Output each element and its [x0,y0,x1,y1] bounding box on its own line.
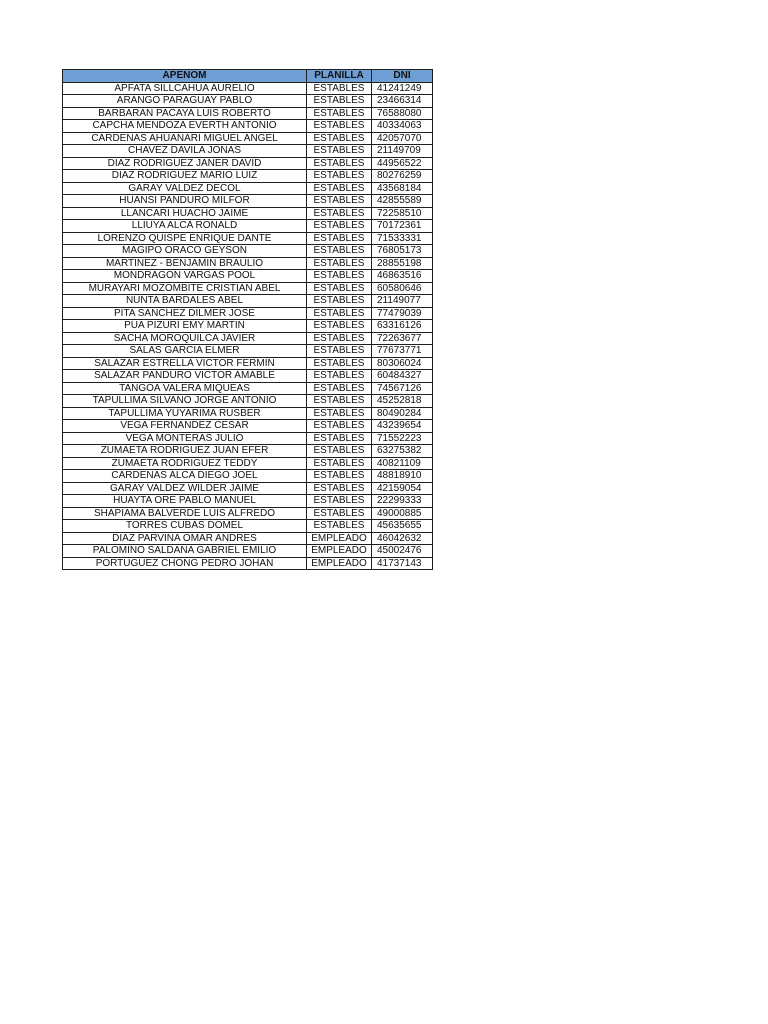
cell-apenom: SALAZAR PANDURO VICTOR AMABLE [63,370,307,383]
cell-dni: 45252818 [372,395,433,408]
table-row [63,520,433,533]
cell-dni: 42057070 [372,132,433,145]
cell-dni: 71552223 [372,432,433,445]
table-row [63,532,433,545]
cell-dni: 28855198 [372,257,433,270]
cell-dni: 49000885 [372,507,433,520]
table-row [63,445,433,458]
table-row [63,382,433,395]
table-row [63,170,433,183]
cell-planilla: ESTABLES [307,270,372,283]
cell-planilla: ESTABLES [307,232,372,245]
cell-planilla: ESTABLES [307,82,372,95]
cell-apenom: LLANCARI HUACHO JAIME [63,207,307,220]
cell-dni: 46863516 [372,270,433,283]
cell-apenom: MARTINEZ - BENJAMIN BRAULIO [63,257,307,270]
cell-apenom: CARDENAS AHUANARI MIGUEL ANGEL [63,132,307,145]
table-row [63,457,433,470]
cell-planilla: EMPLEADO [307,532,372,545]
cell-apenom: ZUMAETA RODRIGUEZ TEDDY [63,457,307,470]
table-row [63,370,433,383]
table-row [63,557,433,570]
cell-apenom: SHAPIAMA BALVERDE LUIS ALFREDO [63,507,307,520]
cell-apenom: ZUMAETA RODRIGUEZ JUAN EFER [63,445,307,458]
table-row [63,207,433,220]
cell-dni: 80490284 [372,407,433,420]
cell-apenom: HUAYTA ORE PABLO MANUEL [63,495,307,508]
table-row [63,232,433,245]
table-row [63,182,433,195]
cell-dni: 72258510 [372,207,433,220]
cell-planilla: ESTABLES [307,145,372,158]
table-row [63,495,433,508]
cell-planilla: ESTABLES [307,345,372,358]
table-row [63,95,433,108]
table-row [63,420,433,433]
table-row [63,157,433,170]
cell-apenom: LLIUYA ALCA RONALD [63,220,307,233]
table-row [63,432,433,445]
table-row [63,295,433,308]
cell-planilla: ESTABLES [307,432,372,445]
table-row [63,320,433,333]
table-row [63,257,433,270]
cell-dni: 63275382 [372,445,433,458]
table-row [63,132,433,145]
cell-apenom: SALAZAR ESTRELLA VICTOR FERMIN [63,357,307,370]
table-row [63,545,433,558]
cell-dni: 60484327 [372,370,433,383]
header-planilla: PLANILLA [307,70,372,83]
cell-planilla: EMPLEADO [307,557,372,570]
table-row [63,107,433,120]
cell-planilla: ESTABLES [307,457,372,470]
cell-planilla: ESTABLES [307,182,372,195]
cell-apenom: PITA SANCHEZ DILMER JOSE [63,307,307,320]
table-row [63,482,433,495]
cell-planilla: ESTABLES [307,320,372,333]
employee-table [62,69,433,570]
table-row [63,395,433,408]
table-row [63,407,433,420]
cell-dni: 46042632 [372,532,433,545]
table-row [63,507,433,520]
cell-planilla: ESTABLES [307,482,372,495]
cell-dni: 40821109 [372,457,433,470]
cell-apenom: DIAZ RODRIGUEZ JANER DAVID [63,157,307,170]
cell-apenom: LORENZO QUISPE ENRIQUE DANTE [63,232,307,245]
cell-apenom: TANGOA VALERA MIQUEAS [63,382,307,395]
cell-apenom: VEGA FERNANDEZ CESAR [63,420,307,433]
cell-dni: 42855589 [372,195,433,208]
cell-planilla: ESTABLES [307,470,372,483]
cell-planilla: ESTABLES [307,407,372,420]
table-row [63,145,433,158]
cell-planilla: ESTABLES [307,520,372,533]
cell-planilla: ESTABLES [307,157,372,170]
cell-planilla: ESTABLES [307,420,372,433]
cell-planilla: ESTABLES [307,295,372,308]
cell-dni: 80276259 [372,170,433,183]
cell-planilla: ESTABLES [307,207,372,220]
cell-dni: 42159054 [372,482,433,495]
table-row [63,82,433,95]
cell-dni: 40334063 [372,120,433,133]
cell-dni: 77673771 [372,345,433,358]
cell-planilla: ESTABLES [307,332,372,345]
cell-apenom: APFATA SILLCAHUA AURELIO [63,82,307,95]
cell-dni: 44956522 [372,157,433,170]
table-row [63,332,433,345]
cell-planilla: ESTABLES [307,495,372,508]
cell-planilla: ESTABLES [307,370,372,383]
table-body [63,82,433,570]
table-row [63,245,433,258]
cell-apenom: MONDRAGON VARGAS POOL [63,270,307,283]
cell-apenom: GARAY VALDEZ DECOL [63,182,307,195]
cell-apenom: TAPULLIMA YUYARIMA RUSBER [63,407,307,420]
cell-apenom: SALAS GARCIA ELMER [63,345,307,358]
cell-apenom: ARANGO PARAGUAY PABLO [63,95,307,108]
cell-planilla: ESTABLES [307,445,372,458]
cell-planilla: ESTABLES [307,382,372,395]
cell-apenom: MURAYARI MOZOMBITE CRISTIAN ABEL [63,282,307,295]
header-dni: DNI [372,70,433,83]
cell-dni: 80306024 [372,357,433,370]
cell-apenom: GARAY VALDEZ WILDER JAIME [63,482,307,495]
header-apenom: APENOM [63,70,307,83]
cell-dni: 21149077 [372,295,433,308]
cell-apenom: PORTUGUEZ CHONG PEDRO JOHAN [63,557,307,570]
cell-apenom: VEGA MONTERAS JULIO [63,432,307,445]
table-row [63,282,433,295]
cell-planilla: ESTABLES [307,257,372,270]
cell-dni: 76805173 [372,245,433,258]
cell-dni: 76588080 [372,107,433,120]
cell-planilla: ESTABLES [307,120,372,133]
cell-apenom: TORRES CUBAS DOMEL [63,520,307,533]
cell-apenom: SACHA MOROQUILCA JAVIER [63,332,307,345]
cell-planilla: ESTABLES [307,95,372,108]
cell-dni: 45635655 [372,520,433,533]
cell-dni: 22299333 [372,495,433,508]
cell-dni: 41241249 [372,82,433,95]
cell-planilla: ESTABLES [307,132,372,145]
cell-apenom: NUNTA BARDALES ABEL [63,295,307,308]
table-row [63,220,433,233]
cell-dni: 77479039 [372,307,433,320]
table-row [63,270,433,283]
table-row [63,357,433,370]
cell-dni: 71533331 [372,232,433,245]
table-row [63,345,433,358]
cell-planilla: ESTABLES [307,245,372,258]
table-header [63,70,433,83]
cell-dni: 43239654 [372,420,433,433]
cell-apenom: TAPULLIMA SILVANO JORGE ANTONIO [63,395,307,408]
cell-dni: 74567126 [372,382,433,395]
cell-dni: 21149709 [372,145,433,158]
cell-apenom: HUANSI PANDURO MILFOR [63,195,307,208]
cell-apenom: PALOMINO SALDANA GABRIEL EMILIO [63,545,307,558]
cell-planilla: ESTABLES [307,220,372,233]
cell-dni: 41737143 [372,557,433,570]
cell-dni: 70172361 [372,220,433,233]
cell-dni: 48818910 [372,470,433,483]
cell-apenom: BARBARAN PACAYA LUIS ROBERTO [63,107,307,120]
cell-planilla: ESTABLES [307,507,372,520]
cell-planilla: ESTABLES [307,170,372,183]
cell-apenom: DIAZ PARVINA OMAR ANDRES [63,532,307,545]
table-row [63,470,433,483]
cell-planilla: ESTABLES [307,282,372,295]
table-row [63,195,433,208]
cell-apenom: CARDENAS ALCA DIEGO JOEL [63,470,307,483]
cell-planilla: ESTABLES [307,357,372,370]
cell-dni: 60580646 [372,282,433,295]
cell-apenom: MAGIPO ORACO GEYSON [63,245,307,258]
cell-planilla: EMPLEADO [307,545,372,558]
cell-apenom: DIAZ RODRIGUEZ MARIO LUIZ [63,170,307,183]
cell-planilla: ESTABLES [307,195,372,208]
header-row [63,70,433,83]
cell-dni: 63316126 [372,320,433,333]
cell-dni: 72263677 [372,332,433,345]
cell-planilla: ESTABLES [307,107,372,120]
cell-planilla: ESTABLES [307,395,372,408]
cell-dni: 45002476 [372,545,433,558]
cell-apenom: CHAVEZ DAVILA JONAS [63,145,307,158]
table-row [63,307,433,320]
cell-apenom: PUA PIZURI EMY MARTIN [63,320,307,333]
cell-dni: 23466314 [372,95,433,108]
table-row [63,120,433,133]
cell-planilla: ESTABLES [307,307,372,320]
cell-dni: 43568184 [372,182,433,195]
cell-apenom: CAPCHA MENDOZA EVERTH ANTONIO [63,120,307,133]
